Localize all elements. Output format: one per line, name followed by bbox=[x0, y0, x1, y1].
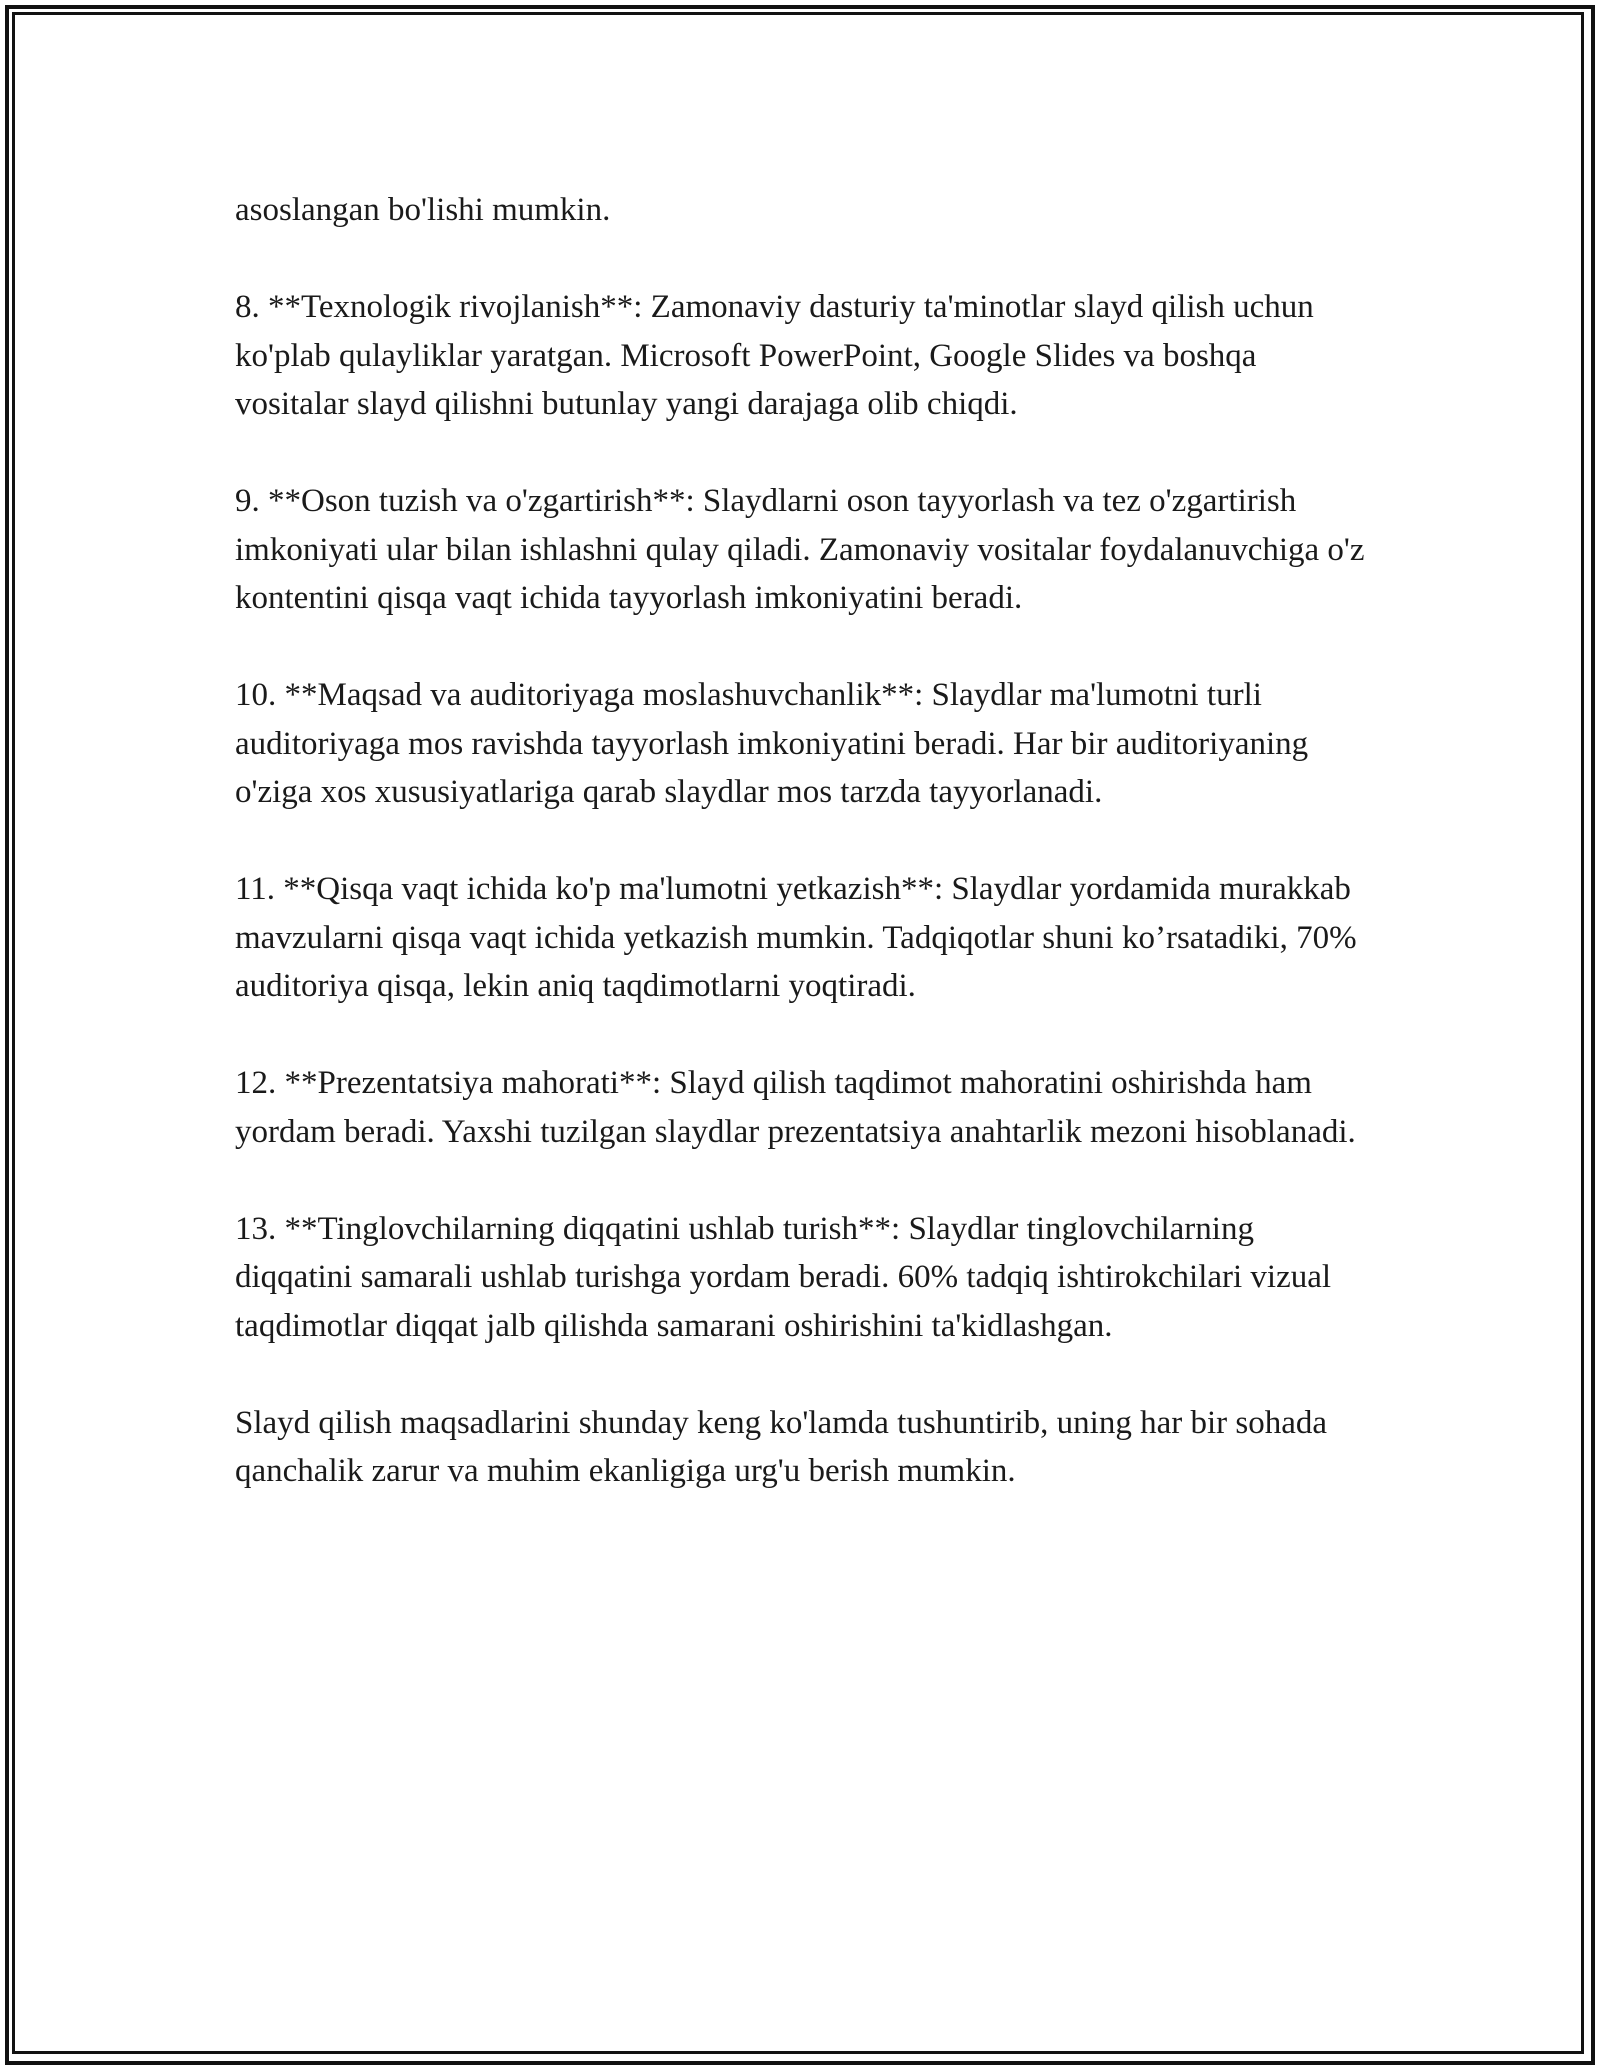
paragraph-item-10: 10. **Maqsad va auditoriyaga moslashuvchanlik**: Slaydlar ma'lumotni turli auditoriyaga mos ravishda tayyorlash imkoniyatini beradi. Har bir auditoriyaning o'ziga xos xususiyatlariga qarab slaydlar mos tarzda tayyorlanadi. bbox=[235, 677, 1317, 810]
paragraph-conclusion: Slayd qilish maqsadlarini shunday keng ko'lamda tushuntirib, uning har bir sohada qanchalik zarur va muhim ekanligiga urg'u berish mumkin. bbox=[235, 1404, 1336, 1489]
paragraph-item-13: 13. **Tinglovchilarning diqqatini ushlab turish**: Slaydlar tinglovchilarning diqqatini samarali ushlab turishga yordam beradi. 60% tadqiq ishtirokchilari vizual taqdimotlar diqqat jalb qilishda samarani oshirishini ta'kidlashgan. bbox=[235, 1210, 1340, 1344]
paragraph-item-11: 11. **Qisqa vaqt ichida ko'p ma'lumotni yetkazish**: Slaydlar yordamida murakkab mavzularni qisqa vaqt ichida yetkazish mumkin. Tadqiqotlar shuni ko’rsatadiki, 70% auditoriya qisqa, lekin aniq taqdimotlarni yoqtiradi. bbox=[235, 871, 1365, 1004]
paragraph-item-12: 12. **Prezentatsiya mahorati**: Slayd qilish taqdimot mahoratini oshirishda ham yordam beradi. Yaxshi tuzilgan slaydlar prezentatsiya anahtarlik mezoni hisoblanadi. bbox=[235, 1065, 1356, 1150]
paragraph-continuation: asoslangan bo'lishi mumkin. bbox=[235, 192, 611, 228]
paragraph-item-8: 8. **Texnologik rivojlanish**: Zamonaviy dasturiy ta'minotlar slayd qilish uchun ko'plab qulayliklar yaratgan. Microsoft PowerPoint, Google Slides va boshqa vositalar slayd qilishni butunlay yangi darajaga olib chiqdi. bbox=[235, 289, 1322, 422]
document-body bbox=[235, 186, 1373, 1496]
paragraph-item-9: 9. **Oson tuzish va o'zgartirish**: Slaydlarni oson tayyorlash va tez o'zgartirish imkoniyati ular bilan ishlashni qulay qiladi. Zamonaviy vositalar foydalanuvchiga o'z kontentini qisqa vaqt ichida tayyorlash imkoniyatini beradi. bbox=[235, 483, 1373, 616]
